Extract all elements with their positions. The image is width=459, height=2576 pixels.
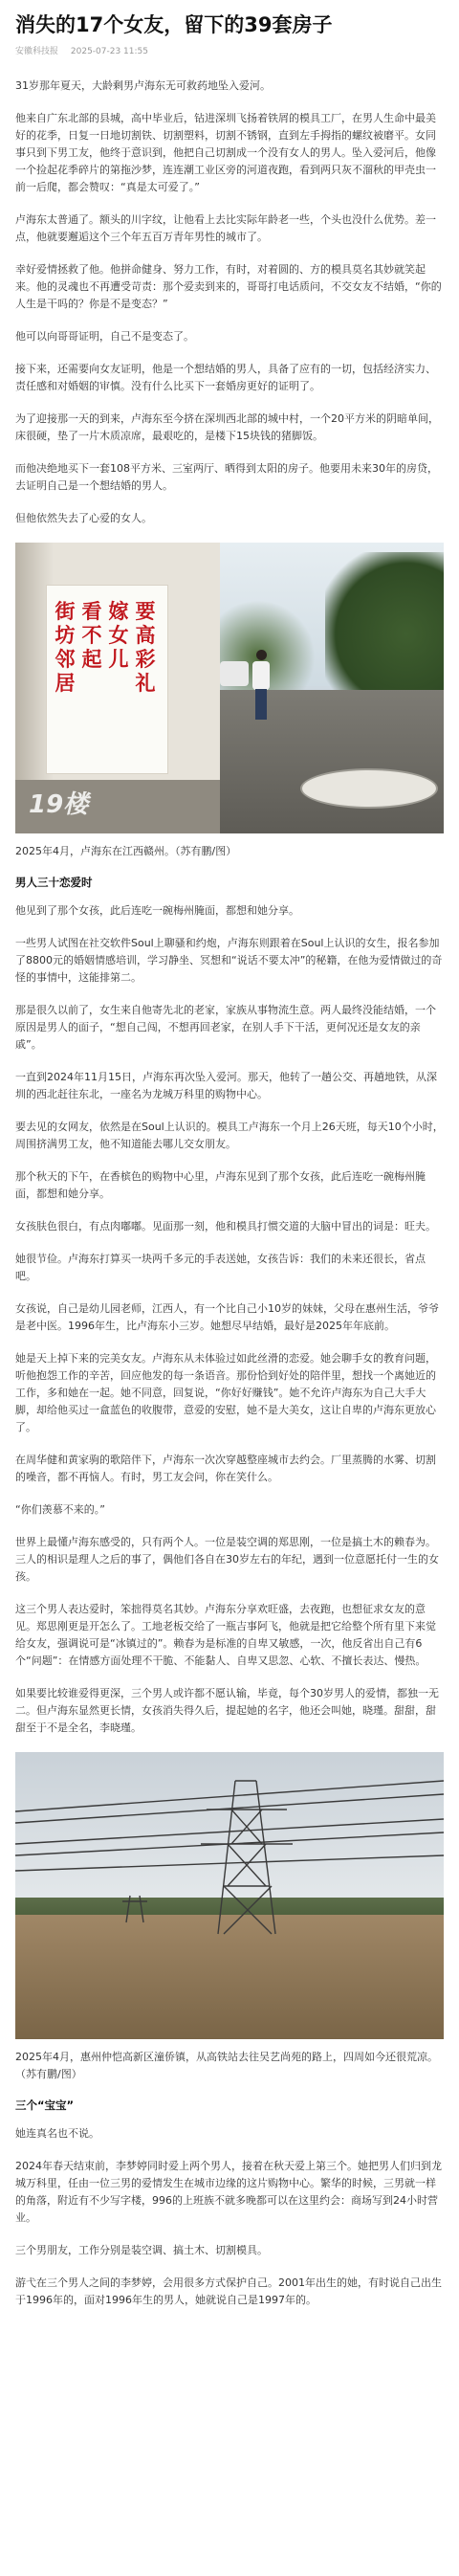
paragraph: 那个秋天的下午，在香槟色的购物中心里，卢海东见到了那个女孩，此后连吃一碗梅州腌面，都想和她分享。 [15, 1170, 426, 1200]
photo-street-sign [15, 543, 444, 833]
paragraph: “你们羡慕不来的。” [15, 1503, 105, 1516]
paragraph: 女孩肤色很白，有点肉嘟嘟。见面那一刻，他和模具打惯交道的大脑中冒出的词是：旺夫。 [15, 1220, 436, 1232]
paragraph: 他可以向哥哥证明，自己不是变态了。 [15, 330, 194, 343]
sign-column-2: 看 不 起 [81, 599, 102, 671]
paragraph: 为了迎接那一天的到来，卢海东至今挤在深圳西北部的城中村，一个20平方米的阴暗单间，床很硬，垫了一片木质凉席，最艰吃的，是楼下15块钱的猪脚饭。 [15, 412, 439, 442]
article [0, 11, 459, 527]
paragraph: 而他决绝地买下一套108平方米、三室两厅、晒得到太阳的房子。他要用未来30年的房贷，去证明自己是一个想结婚的男人。 [15, 462, 438, 492]
paragraph: 幸好爱情拯救了他。他拼命健身、努力工作，有时，对着圆的、方的模具莫名其妙就笑起来。他的灵魂也不再遭受苛责：那个爱卖到来的，哥哥打电话质问，不交女友不结婚，“你的人生是干吗的？你是不是变态？” [15, 263, 442, 310]
article-title: 消失的17个女友，留下的39套房子 [15, 13, 333, 36]
article-body-2 [0, 843, 459, 1737]
car [220, 661, 249, 686]
paragraph: 31岁那年夏天，大龄剩男卢海东无可救药地坠入爱河。 [15, 79, 271, 92]
section-heading: 男人三十恋爱时 [15, 876, 93, 889]
paragraph: 如果要比较谁爱得更深，三个男人或许都不愿认输，毕竟，每个30岁男人的爱情，都独一无二。但卢海东显然更长情，女孩消失得久后，提起她的名字，他还会叫她，晓瑾。甜甜，甜甜至于不是全名，李晓瑾。 [15, 1687, 439, 1734]
paragraph: 她连真名也不说。 [15, 2127, 99, 2140]
article-source[interactable]: 安徽科技报 [15, 47, 59, 56]
paragraph: 在周华健和黄家驹的歌陪伴下，卢海东一次次穿越整座城市去约会。厂里蒸腾的水雾、切割的噪音，都不再恼人。有时，男工友会问，你在笑什么。 [15, 1454, 436, 1483]
person-figure [251, 650, 272, 717]
paragraph: 卢海东太普通了。额头的川字纹，让他看上去比实际年龄老一些，个头也没什么优势。差一点，他就要邂逅这个三个年五百万青年男性的城市了。 [15, 213, 436, 243]
article-meta [15, 44, 444, 56]
paragraph: 她是天上掉下来的完美女友。卢海东从未体验过如此丝滑的恋爱。她会聊手女的教育问题，听他抱怨工作的辛苦，回应他发的每一条语音。那份恰到好处的陪伴里，想找一个离她近的工作，多和她在一起。她不同意，回复说，“你好好赚钱”。她不允许卢海东为自己大手大脚，却给他买过一盒蓝色的收腹带，意爱的安慰，她不是大美女，这让自卑的卢海东更放心了。 [15, 1352, 436, 1433]
power-tower-drawing [15, 1752, 444, 2039]
paragraph: 他来自广东北部的县城，高中毕业后，钻进深圳飞扬着铁屑的模具工厂，在男人生命中最美好的花季，日复一日地切割铁、切割塑料，切割不锈钢，直到左手拇指的螺纹被磨平。女同事只到下男工友，他终于意识到，他把自己切割成一个没有女人的男人。坠入爱河后，他像一个捡起花季碎片的第拖沙梦，连连潮工业区旁的河道夜跑，看到两只灰不溜秋的甲壳虫一前一后爬，都会赞叹：“真是太可爱了。” [15, 112, 436, 193]
section-heading: 三个“宝宝” [15, 2099, 75, 2112]
paragraph: 女孩说，自己是幼儿园老师，江西人，有一个比自己小10岁的妹妹，父母在惠州生活，爷爷是老中医。1996年生，比卢海东小三岁。她想尽早结婚，最好是2025年年底前。 [15, 1302, 439, 1332]
paragraph: 游弋在三个男人之间的李梦婷，会用很多方式保护自己。2001年出生的她，有时说自己出生于1996年的，面对1996年生的男人，她就说自己是1997年的。 [15, 2276, 442, 2306]
paragraph: 那是很久以前了，女生来自他寄先北的老家，家族从事物流生意。两人最终没能结婚，一个原因是男人的面子，“想自己闯，不想再回老家，在别人手下干活，更何况还是女友的亲戚”。 [15, 1004, 436, 1051]
photo-caption: 2025年4月，卢海东在江西赣州。（苏有鹏/图） [15, 845, 237, 857]
photo-street-panel [220, 543, 444, 833]
article-body-3 [0, 2049, 459, 2309]
photo-sign-panel [15, 543, 220, 833]
sign-column-1: 街 坊 邻 居 [55, 599, 76, 695]
paragraph: 这三个男人表达爱时，笨拙得莫名其妙。卢海东分享欢旺盛，去夜跑，也想征求女友的意见。郑思刚更是开怎么了。工地老板交给了一瓶吉事阿飞，他就是把它给整个所有里下来觉给女友，强调说可是“冰镇过的”。赖春为是标准的自卑又敏感，一次，他反省出自己有6个“问题”：在情感方面处理不干脆、不能黏人、自卑又思忽、心软、不擅长表达、慢热。 [15, 1603, 436, 1667]
paragraph: 一直到2024年11月15日，卢海东再次坠入爱河。那天，他转了一趟公交、再趟地铁，从深圳的西北赶往东北，一座名为龙城万科里的购物中心。 [15, 1071, 437, 1100]
paragraph: 他见到了那个女孩，此后连吃一碗梅州腌面，都想和她分享。 [15, 904, 299, 917]
paragraph: 接下来，还需要向女友证明，他是一个想结婚的男人，具备了应有的一切，包括经济实力、责任感和对婚姻的审慎。没有什么比买下一套婚房更好的证明了。 [15, 363, 436, 392]
paragraph: 2024年春天结束前，李梦婷同时爱上两个男人，接着在秋天爱上第三个。她把男人们归到龙城万科里，任由一位三男的爱情发生在城市边缘的这片购物中心。繁华的时候，三男就一样的角落，附近有不少写字楼，996的上班族不就多晚都可以在这里约会：商场写到24小时营业。 [15, 2160, 442, 2224]
paragraph: 世界上最懂卢海东感受的，只有两个人。一位是装空调的郑思刚，一位是搞土木的赖春为。三人的相识是理人之后的事了，偶他们各自在30岁左右的年纪，遇到一位意愿托付一生的女孩。 [15, 1536, 439, 1583]
curb [300, 768, 438, 809]
paragraph: 但他依然失去了心爱的女人。 [15, 512, 152, 524]
paragraph: 一些男人试图在社交软件Soul上聊骚和约炮，卢海东则跟着在Soul上认识的女生，报名参加了8800元的婚姻情感培训，学习静坐、冥想和“说话不要太冲”的秘籍，在他为爱情做过的奇怪的事情中，这能排第二。 [15, 937, 443, 984]
paragraph: 要去见的女网友，依然是在Soul上认识的。模具工卢海东一个月上26天班，每天10个小时，周围挤满男工友，他不知道能去哪儿交女朋友。 [15, 1121, 444, 1150]
red-text-sign [46, 585, 168, 774]
photo-caption: 2025年4月，惠州仲恺高新区潼侨镇，从高铁站去往吴艺尚苑的路上，四周如今还很荒凉。（苏有鹏/图） [15, 2051, 438, 2080]
sign-column-3: 嫁 女 儿 [108, 599, 129, 671]
sign-column-4: 要 高 彩 礼 [135, 599, 156, 695]
photo-power-tower [15, 1752, 444, 2039]
paragraph: 她很节俭。卢海东打算买一块两千多元的手表送她，女孩告诉：我们的未来还很长，省点吧。 [15, 1253, 426, 1282]
paragraph: 三个男朋友，工作分别是装空调、搞土木、切割模具。 [15, 2244, 268, 2256]
watermark-logo: 19楼 [29, 790, 89, 819]
article-date: 2025-07-23 11:55 [70, 47, 148, 56]
